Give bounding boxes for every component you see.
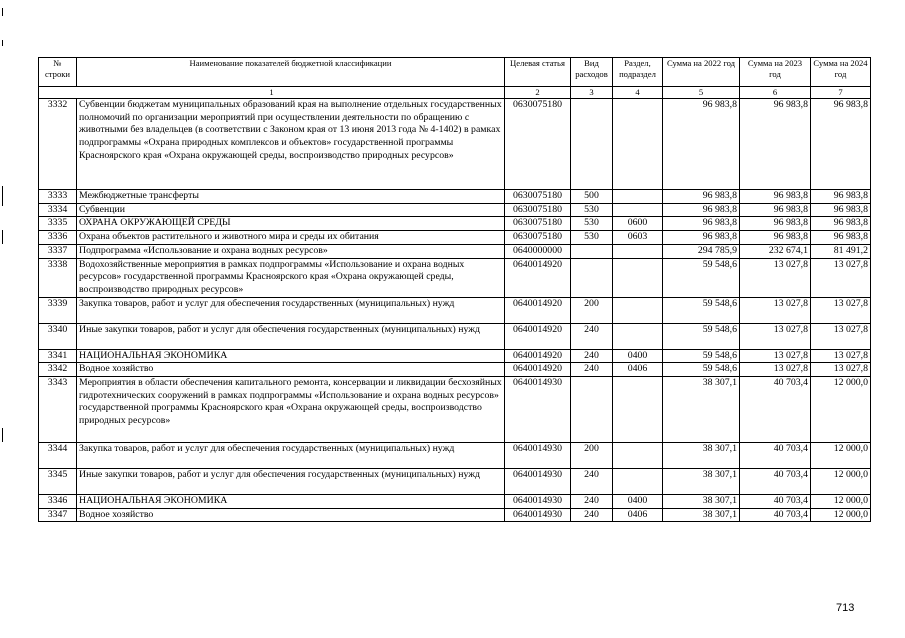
- row-target: 0630075180: [505, 203, 571, 217]
- row-name: Подпрограмма «Использование и охрана водных ресурсов»: [77, 244, 505, 258]
- row-section: [613, 258, 663, 297]
- row-sum-2022: 59 548,6: [663, 349, 740, 363]
- row-sum-2024: 13 027,8: [811, 363, 871, 377]
- table-row: [39, 495, 871, 509]
- row-section: [613, 190, 663, 204]
- row-sum-2024: 12 000,0: [811, 508, 871, 522]
- row-sum-2023: 96 983,8: [740, 217, 811, 231]
- table-header-row: [39, 58, 871, 87]
- row-sum-2022: 96 983,8: [663, 231, 740, 245]
- row-sum-2022: 38 307,1: [663, 495, 740, 509]
- table-row: [39, 203, 871, 217]
- row-number: 3343: [39, 377, 77, 443]
- row-sum-2024: 12 000,0: [811, 377, 871, 443]
- row-expense-type: 240: [571, 495, 613, 509]
- scan-mark: [2, 230, 3, 244]
- row-name: Субвенции: [77, 203, 505, 217]
- row-sum-2022: 38 307,1: [663, 377, 740, 443]
- row-target: 0630075180: [505, 231, 571, 245]
- row-name: Охрана объектов растительного и животного мира и среды их обитания: [77, 231, 505, 245]
- row-name: ОХРАНА ОКРУЖАЮЩЕЙ СРЕДЫ: [77, 217, 505, 231]
- row-sum-2024: 13 027,8: [811, 258, 871, 297]
- column-number-row: [39, 87, 871, 99]
- row-section: [613, 377, 663, 443]
- row-sum-2024: 96 983,8: [811, 217, 871, 231]
- row-target: 0640014930: [505, 377, 571, 443]
- row-section: [613, 203, 663, 217]
- row-sum-2024: 13 027,8: [811, 349, 871, 363]
- row-expense-type: 200: [571, 443, 613, 469]
- row-expense-type: [571, 244, 613, 258]
- row-sum-2023: 232 674,1: [740, 244, 811, 258]
- row-target: 0640014920: [505, 297, 571, 323]
- row-name: Водохозяйственные мероприятия в рамках подпрограммы «Использование и охрана водных ресурсов» государственной программы Красноярского края «Охрана окружающей среды, воспроизводство природных ресурсов»: [77, 258, 505, 297]
- row-sum-2023: 13 027,8: [740, 349, 811, 363]
- table-row: [39, 443, 871, 469]
- table-row: [39, 363, 871, 377]
- row-section: [613, 244, 663, 258]
- row-expense-type: 240: [571, 469, 613, 495]
- row-target: 0640014920: [505, 363, 571, 377]
- scan-mark: [2, 8, 3, 16]
- row-name: НАЦИОНАЛЬНАЯ ЭКОНОМИКА: [77, 349, 505, 363]
- row-sum-2023: 40 703,4: [740, 377, 811, 443]
- row-expense-type: [571, 377, 613, 443]
- row-expense-type: 530: [571, 203, 613, 217]
- row-number: 3340: [39, 323, 77, 349]
- row-sum-2022: 59 548,6: [663, 363, 740, 377]
- table-row: [39, 469, 871, 495]
- row-number: 3336: [39, 231, 77, 245]
- page-number: 713: [836, 602, 855, 614]
- row-number: 3333: [39, 190, 77, 204]
- scan-mark: [2, 40, 3, 46]
- row-name: Водное хозяйство: [77, 508, 505, 522]
- scan-mark: [2, 186, 3, 206]
- row-number: 3332: [39, 99, 77, 190]
- row-sum-2023: 96 983,8: [740, 190, 811, 204]
- row-expense-type: 240: [571, 323, 613, 349]
- row-sum-2023: 13 027,8: [740, 363, 811, 377]
- row-number: 3334: [39, 203, 77, 217]
- table-row: [39, 297, 871, 323]
- row-sum-2022: 294 785,9: [663, 244, 740, 258]
- table-row: [39, 258, 871, 297]
- column-number: 4: [613, 87, 663, 99]
- table-row: [39, 349, 871, 363]
- row-expense-type: 200: [571, 297, 613, 323]
- row-sum-2023: 96 983,8: [740, 99, 811, 190]
- row-sum-2024: 96 983,8: [811, 231, 871, 245]
- row-sum-2024: 81 491,2: [811, 244, 871, 258]
- row-sum-2023: 13 027,8: [740, 297, 811, 323]
- row-expense-type: 530: [571, 231, 613, 245]
- row-expense-type: 240: [571, 508, 613, 522]
- row-sum-2023: 96 983,8: [740, 231, 811, 245]
- row-expense-type: 240: [571, 363, 613, 377]
- column-number: 3: [571, 87, 613, 99]
- row-section: 0600: [613, 217, 663, 231]
- row-number: 3339: [39, 297, 77, 323]
- row-target: 0630075180: [505, 99, 571, 190]
- row-section: 0400: [613, 495, 663, 509]
- row-expense-type: 240: [571, 349, 613, 363]
- row-target: 0640014930: [505, 508, 571, 522]
- row-sum-2023: 40 703,4: [740, 443, 811, 469]
- header-target: Целевая статья: [505, 58, 571, 87]
- row-sum-2022: 38 307,1: [663, 469, 740, 495]
- row-sum-2023: 40 703,4: [740, 469, 811, 495]
- row-section: [613, 323, 663, 349]
- row-name: НАЦИОНАЛЬНАЯ ЭКОНОМИКА: [77, 495, 505, 509]
- row-name: Закупка товаров, работ и услуг для обеспечения государственных (муниципальных) нужд: [77, 297, 505, 323]
- row-sum-2022: 96 983,8: [663, 190, 740, 204]
- row-sum-2024: 96 983,8: [811, 203, 871, 217]
- column-number: 5: [663, 87, 740, 99]
- row-name: Мероприятия в области обеспечения капитального ремонта, консервации и ликвидации бесхозяйных гидротехнических сооружений в рамках подпрограммы «Использование и охрана водных ресурсов» государственной программы Красноярского края «Охрана окружающей среды, воспроизводство природных ресурсов»: [77, 377, 505, 443]
- budget-table: [38, 57, 871, 522]
- row-number: 3341: [39, 349, 77, 363]
- row-sum-2022: 96 983,8: [663, 99, 740, 190]
- row-target: 0640014920: [505, 323, 571, 349]
- row-number: 3344: [39, 443, 77, 469]
- row-target: 0640014920: [505, 349, 571, 363]
- row-section: 0400: [613, 349, 663, 363]
- row-name: Субвенции бюджетам муниципальных образований края на выполнение отдельных государственных полномочий по организации мероприятий при осуществлении деятельности по обращению с животными без владельцев (в соответствии с Законом края от 13 июня 2013 года № 4-1402) в рамках подпрограммы «Охрана природных комплексов и объектов» государственной программы Красноярского края «Охрана окружающей среды, воспроизводство природных ресурсов»: [77, 99, 505, 190]
- table-row: [39, 190, 871, 204]
- header-section: Раздел, подраздел: [613, 58, 663, 87]
- table-row: [39, 323, 871, 349]
- row-target: 0640014920: [505, 258, 571, 297]
- row-expense-type: 530: [571, 217, 613, 231]
- row-number: 3342: [39, 363, 77, 377]
- header-name: Наименование показателей бюджетной классификации: [77, 58, 505, 87]
- row-target: 0640000000: [505, 244, 571, 258]
- row-sum-2023: 96 983,8: [740, 203, 811, 217]
- table-row: [39, 217, 871, 231]
- row-expense-type: 500: [571, 190, 613, 204]
- row-name: Межбюджетные трансферты: [77, 190, 505, 204]
- row-name: Закупка товаров, работ и услуг для обеспечения государственных (муниципальных) нужд: [77, 443, 505, 469]
- column-number: 7: [811, 87, 871, 99]
- table-row: [39, 377, 871, 443]
- scan-mark: [2, 428, 3, 442]
- row-section: [613, 297, 663, 323]
- row-name: Иные закупки товаров, работ и услуг для обеспечения государственных (муниципальных) нужд: [77, 323, 505, 349]
- row-target: 0630075180: [505, 217, 571, 231]
- table-row: [39, 99, 871, 190]
- row-sum-2024: 96 983,8: [811, 99, 871, 190]
- row-number: 3337: [39, 244, 77, 258]
- row-sum-2024: 13 027,8: [811, 323, 871, 349]
- row-sum-2024: 13 027,8: [811, 297, 871, 323]
- row-section: [613, 99, 663, 190]
- row-sum-2022: 96 983,8: [663, 203, 740, 217]
- column-number: 2: [505, 87, 571, 99]
- column-number: 1: [39, 87, 505, 99]
- row-sum-2024: 12 000,0: [811, 469, 871, 495]
- row-sum-2022: 59 548,6: [663, 297, 740, 323]
- row-sum-2023: 40 703,4: [740, 508, 811, 522]
- row-target: 0630075180: [505, 190, 571, 204]
- row-number: 3338: [39, 258, 77, 297]
- row-section: [613, 443, 663, 469]
- row-number: 3345: [39, 469, 77, 495]
- row-sum-2023: 13 027,8: [740, 258, 811, 297]
- table-row: [39, 508, 871, 522]
- row-sum-2022: 59 548,6: [663, 258, 740, 297]
- row-section: 0406: [613, 508, 663, 522]
- row-target: 0640014930: [505, 469, 571, 495]
- row-sum-2023: 40 703,4: [740, 495, 811, 509]
- row-sum-2023: 13 027,8: [740, 323, 811, 349]
- row-sum-2022: 38 307,1: [663, 508, 740, 522]
- header-sum-2024: Сумма на 2024 год: [811, 58, 871, 87]
- row-sum-2024: 12 000,0: [811, 495, 871, 509]
- row-sum-2022: 38 307,1: [663, 443, 740, 469]
- row-sum-2024: 12 000,0: [811, 443, 871, 469]
- row-section: 0406: [613, 363, 663, 377]
- header-sum-2022: Сумма на 2022 год: [663, 58, 740, 87]
- table-row: [39, 244, 871, 258]
- table-row: [39, 231, 871, 245]
- row-target: 0640014930: [505, 443, 571, 469]
- row-number: 3346: [39, 495, 77, 509]
- row-name: Иные закупки товаров, работ и услуг для обеспечения государственных (муниципальных) нужд: [77, 469, 505, 495]
- row-expense-type: [571, 258, 613, 297]
- row-section: 0603: [613, 231, 663, 245]
- row-sum-2022: 59 548,6: [663, 323, 740, 349]
- row-number: 3335: [39, 217, 77, 231]
- row-number: 3347: [39, 508, 77, 522]
- row-sum-2022: 96 983,8: [663, 217, 740, 231]
- column-number: 6: [740, 87, 811, 99]
- header-expense-type: Вид расходов: [571, 58, 613, 87]
- header-no: № строки: [39, 58, 77, 87]
- row-target: 0640014930: [505, 495, 571, 509]
- row-section: [613, 469, 663, 495]
- header-sum-2023: Сумма на 2023 год: [740, 58, 811, 87]
- row-sum-2024: 96 983,8: [811, 190, 871, 204]
- row-expense-type: [571, 99, 613, 190]
- row-name: Водное хозяйство: [77, 363, 505, 377]
